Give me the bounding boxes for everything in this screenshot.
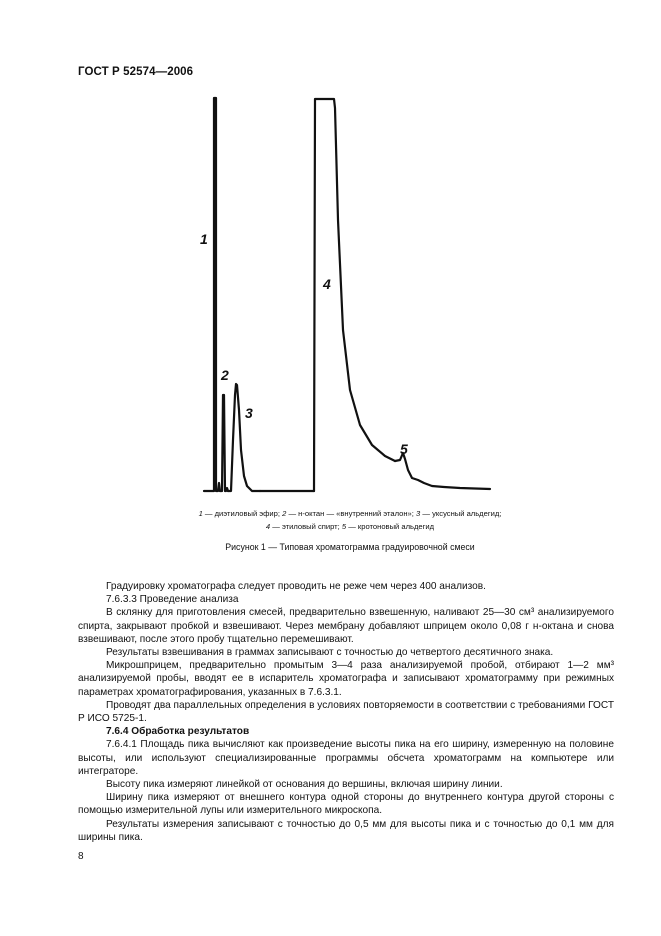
peak-label-3: 3 <box>245 405 253 421</box>
paragraph: Высоту пика измеряют линейкой от основания до вершины, включая ширину линии. <box>106 779 503 791</box>
figure-legend <box>120 507 580 533</box>
peak-label-4: 4 <box>323 276 331 292</box>
body-text <box>78 580 614 844</box>
peak-2-trace <box>220 395 228 491</box>
legend-line-2: 4 — этиловый спирт; 5 — кротоновый альдегид <box>265 522 435 531</box>
peak-3-trace <box>228 384 260 491</box>
paragraph: Градуировку хроматографа следует проводить не реже чем через 400 анализов. <box>106 581 486 592</box>
standard-header: ГОСТ Р 52574—2006 <box>78 66 194 78</box>
figure-caption: Рисунок 1 — Типовая хроматограмма градуировочной смеси <box>225 542 475 552</box>
legend-line-1: 1 — диэтиловый эфир; 2 — н-октан — «внутренний эталон»; 3 — уксусный альдегид; <box>198 509 502 518</box>
paragraph: Результаты измерения записывают с точностью до 0,5 мм для высоты пика и с точностью до 0,1 мм для ширины пика. <box>78 818 614 843</box>
paragraph: В склянку для приготовления смесей, предварительно взвешенную, наливают 25—30 см³ анализируемого спирта, закрывают пробкой и взвешивают. Через мембрану добавляют шприцем около 0,08 г н-октана и снова взвешивают, после этого пробу тщательно перемешивают. <box>78 607 614 645</box>
peak-5-trace <box>395 453 490 489</box>
paragraph: Микрошприцем, предварительно промытым 3—4 раза анализируемой пробой, отбирают 1—2 мм³ анализируемой пробы, вводят ее в испаритель хроматографа и записывают хроматограмму при режимных параметрах хроматографирования, указанных в 7.6.3.1. <box>78 660 614 698</box>
section-heading: 7.6.3.3 Проведение анализа <box>106 594 239 606</box>
section-heading: 7.6.4 Обработка результатов <box>106 726 250 738</box>
peak-label-5: 5 <box>400 441 408 457</box>
peak-4-trace <box>314 99 395 491</box>
page-number: 8 <box>78 851 84 862</box>
peak-label-2: 2 <box>221 367 229 383</box>
paragraph: Результаты взвешивания в граммах записывают с точностью до четвертого десятичного знака. <box>106 647 554 659</box>
paragraph: 7.6.4.1 Площадь пика вычисляют как произведение высоты пика на его ширину, измеренную на половине высоты, или используют специализированные программы обсчета хроматограмм на компьютере или интеграторе. <box>78 739 614 777</box>
paragraph: Проводят два параллельных определения в условиях повторяемости в соответствии с требованиями ГОСТ Р ИСО 5725-1. <box>78 699 614 725</box>
paragraph: Ширину пика измеряют от внешнего контура одной стороны до внутреннего контура другой стороны с помощью измерительной лупы или измерительного микроскопа. <box>78 792 614 817</box>
peak-1-trace <box>204 98 220 491</box>
peak-label-1: 1 <box>200 231 208 247</box>
